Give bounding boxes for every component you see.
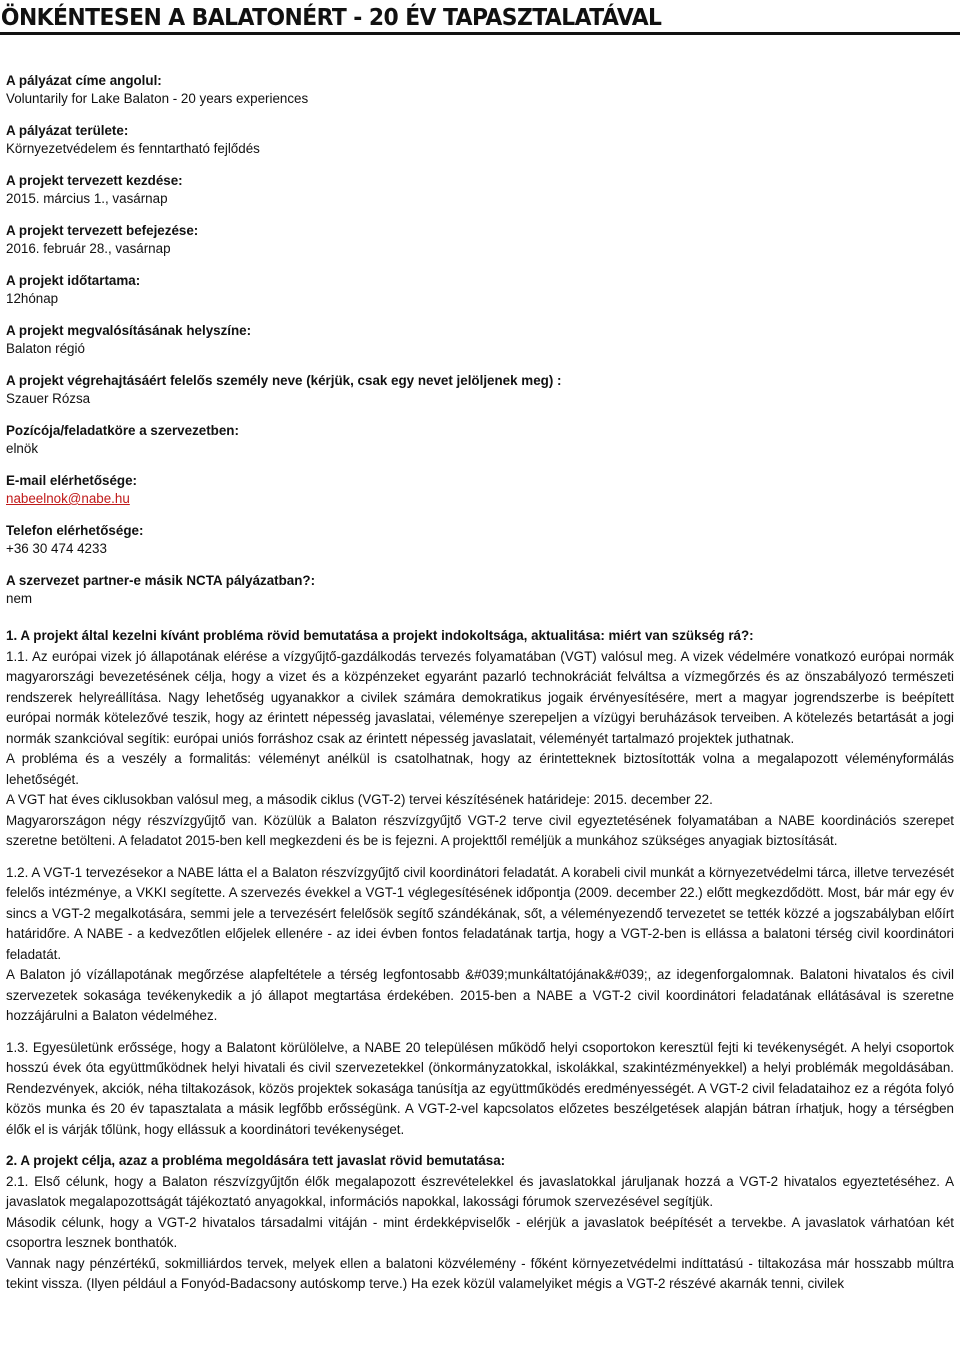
field-label: A projekt időtartama: [6,273,141,288]
email-link[interactable]: nabeelnok@nabe.hu [6,491,130,506]
field-value: Szauer Rózsa [6,391,91,406]
field-responsible-person [6,372,954,408]
section-problem [6,626,954,1140]
field-value: Környezetvédelem és fenntartható fejlődés [6,141,260,156]
paragraph: Vannak nagy pénzértékű, sokmilliárdos tervek, melyek ellen a balatoni közvélemény - főként környezetvédelmi indíttatású - tiltakozása már hosszabb múltra tekint vissza. (Ilyen például a Fonyód-Badacsony autóskomp terve.) Ha ezek közül valamelyiket mégis a VGT-2 részévé akarnák tenni, civilek [6,1255,954,1291]
page-title: ÖNKÉNTESEN A BALATONÉRT - 20 ÉV TAPASZTALATÁVAL [0,3,662,31]
paragraph: A VGT hat éves ciklusokban valósul meg, a második ciklus (VGT-2) tervei készítésének határideje: 2015. december 22. [6,792,713,807]
field-value: 2016. február 28., vasárnap [6,241,171,256]
field-label: A pályázat területe: [6,123,129,138]
field-value: +36 30 474 4233 [6,541,107,556]
paragraph: A probléma és a veszély a formalitás: véleményt anélkül is csatolhatnak, hogy az érintetteknek biztosították volna a megalapozott véleményformálás lehetőségét. [6,751,954,787]
field-label: A projekt végrehajtásáért felelős személy neve (kérjük, csak egy nevet jelöljenek meg) : [6,373,562,388]
field-label: A pályázat címe angolul: [6,73,162,88]
field-label: A szervezet partner-e másik NCTA pályázatban?: [6,573,316,588]
field-start-date [6,172,954,208]
paragraph-spacer [6,1027,954,1038]
paragraph: 1.2. A VGT-1 tervezésekor a NABE látta el a Balaton részvízgyűjtő civil koordinátori feladatát. A korabeli civil munkát a környezetvédelmi tárca, illetve tervezését felelős intézménye, a VKKI segítette. A szervezés évekkel a VGT-1 véglegesítésének időpontja (2009. december 22.) előtt megkezdődött. Most, bár már egy év sincs a VGT-2 megalkotására, semmi jele a tervezésért felelősök segítő szándékának, sőt, a véleményezendő tervezetet se tették közzé a jogszabályban előírt határidőre. A NABE - a kedvezőtlen előjelek ellenére - az idei évben fontos feladatának tartja, hogy a VGT-2-ben is ellássa a balatoni térség civil koordinátori feladatát. [6,864,954,962]
field-duration [6,272,954,308]
field-value: 2015. március 1., vasárnap [6,191,168,206]
field-label: A projekt tervezett befejezése: [6,223,199,238]
field-label: E-mail elérhetősége: [6,473,137,488]
field-phone [6,522,954,558]
field-title-english [6,72,954,108]
field-label: Pozícója/feladatköre a szervezetben: [6,423,239,438]
field-value: nem [6,591,33,606]
paragraph-spacer [6,852,954,863]
section-heading: 1. A projekt által kezelni kívánt probléma rövid bemutatása a projekt indokoltsága, aktualitása: miért van szükség rá?: [6,628,754,643]
field-partner [6,572,954,608]
application-details [0,35,960,1295]
paragraph: 1.3. Egyesületünk erőssége, hogy a Balatont körülölelve, a NABE 20 településen működő helyi csoportokon keresztül fejti ki tevékenységét. A helyi csoportok hosszú évek óta együttműködnek helyi hivatali és civil szervezetekkel (önkormányzatokkal, iskolákkal, szakintézményekkel) a helyi problémák megoldásában. Rendezvények, akciók, néha tiltakozások, közös projektek sokasága tanúsítja az együttműködés eredményességét. A VGT-2 civil feladataihoz ez a régóta folyó közös munka és 20 év tapasztalata a másik legfőbb erősségünk. A VGT-2-vel kapcsolatos előzetes beszélgetések alapján bátran írhatjuk, hogy a térségben élők el is várják tőlünk, hogy ellássuk a koordinátori tevékenységet. [6,1039,954,1137]
field-label: A projekt tervezett kezdése: [6,173,183,188]
field-location [6,322,954,358]
field-value: Voluntarily for Lake Balaton - 20 years experiences [6,91,309,106]
field-label: Telefon elérhetősége: [6,523,144,538]
field-area [6,122,954,158]
field-position [6,422,954,458]
field-value: Balaton régió [6,341,85,356]
paragraph: Magyarországon négy részvízgyűjtő van. Közülük a Balaton részvízgyűjtő VGT-2 terve civil egyeztetésének folyamatában a NABE koordinációs szerepet szeretne betölteni. A feladatot 2015-ben kell megkezdeni és be is fejezni. A projekttől reméljük a munkához szükséges anyagiak biztosítását. [6,812,954,848]
section-spacer [6,1140,954,1151]
paragraph: 2.1. Első célunk, hogy a Balaton részvízgyűjtőn élők megalapozott észrevételekkel és javaslatokkal járuljanak hozzá a VGT-2 hivatalos egyeztetéséhez. A javaslatok megalapozottságát tájékoztató anyagokkal, információs napokkal, lakossági fórumok szervezésével segítjük. [6,1173,954,1209]
field-label: A projekt megvalósításának helyszíne: [6,323,252,338]
field-email [6,472,954,508]
field-value: 12hónap [6,291,59,306]
paragraph: Második célunk, hogy a VGT-2 hivatalos társadalmi vitáján - mint érdekképviselők - elérjük a javaslatok beépítését a tervekbe. A javaslatok várhatóan két csoportra lesznek bonthatók. [6,1214,954,1250]
section-heading: 2. A projekt célja, azaz a probléma megoldására tett javaslat rövid bemutatása: [6,1153,506,1168]
field-end-date [6,222,954,258]
field-value: elnök [6,441,39,456]
paragraph: 1.1. Az európai vizek jó állapotának elérése a vízgyűjtő-gazdálkodás tervezés folyamatában (VGT) valósul meg. A vizek védelmére vonatkozó európai normák magyarországi bevezetésének célja, hogy a vizet és a közpénzeket egyaránt pazarló technokráciát felváltsa a vízmegőrzés és az önszabályozó természeti rendszerek helyreállítása. Nagy lehetőség ugyanakkor a civilek számára demokratikus jogaik érvényesítésére, mert a magyar jogrendszerbe is beépített európai normák kötelezővé teszik, hogy az érintett népesség javaslatai, véleménye szerepeljen a vízügyi beruházások terveiben. A kötelezés betartását a jogi normák szankcióval segítik: európai uniós forráshoz csak az érintett népesség javaslatait, véleményét tartalmazó projektek juthatnak. [6,648,954,746]
section-goal [6,1151,954,1295]
paragraph: A Balaton jó vízállapotának megőrzése alapfeltétele a térség legfontosabb &#039;munkáltatójának&#039;, az idegenforgalomnak. Balatoni hivatalos és civil szervezetek sokasága tevékenykedik a jó állapot megtartása érdekében. 2015-ben a NABE a VGT-2 civil koordinátori feladatának ellátásával is szeretne hozzájárulni a Balaton védelméhez. [6,967,954,1023]
